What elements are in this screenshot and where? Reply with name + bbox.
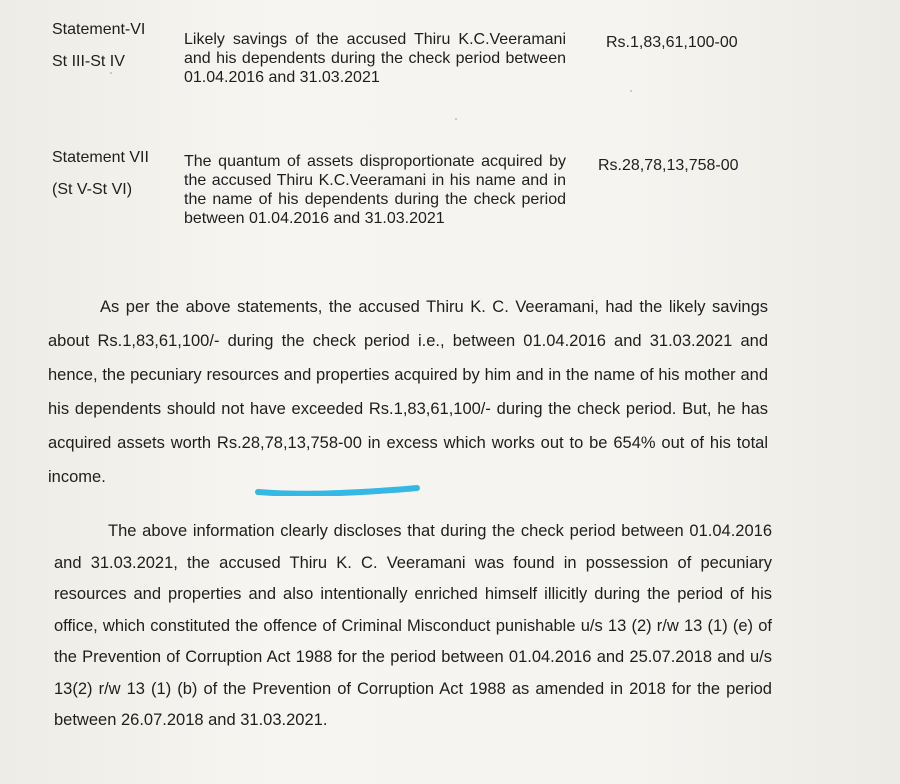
statement-vii-sublabel: (St V-St VI) [52, 181, 133, 198]
statement-vi-description: Likely savings of the accused Thiru K.C.Veeramani and his dependents during the check period between 01.04.2016 and 31.03.2021 [184, 31, 566, 86]
statement-vi-label: Statement-VI [52, 21, 146, 38]
scan-speck [110, 72, 112, 74]
paragraph-offence-conclusion: The above information clearly discloses that during the check period between 01.04.2016 and 31.03.2021, the accused Thiru K. C. Veeramani was found in possession of pecuniary resources and properties and also intentionally enriched himself illicitly during the period of his office, which constituted the offence of Criminal Misconduct punishable u/s 13 (2) r/w 13 (1) (e) of the Prevention of Corruption Act 1988 for the period between 01.04.2016 and 25.07.2018 and u/s 13(2) r/w 13 (1) (b) of the Prevention of Corruption Act 1988 as amended in 2018 for the period between 26.07.2018 and 31.03.2021. [54, 522, 772, 729]
scan-speck [455, 118, 457, 120]
highlight-stroke [255, 484, 420, 496]
statement-vii-label: Statement VII [52, 149, 149, 166]
statement-vii-amount: Rs.28,78,13,758-00 [598, 157, 739, 174]
statement-vii-description: The quantum of assets disproportionate acquired by the accused Thiru K.C.Veeramani in his name and in the name of his dependents during the check period between 01.04.2016 and 31.03.2021 [184, 153, 566, 227]
statement-vi-amount: Rs.1,83,61,100-00 [606, 34, 738, 51]
statement-vi-sublabel: St III-St IV [52, 53, 125, 70]
paragraph-savings-summary: As per the above statements, the accused Thiru K. C. Veeramani, had the likely savings about Rs.1,83,61,100/- during the check period i.e., between 01.04.2016 and 31.03.2021 and hence, the pecuniary resources and properties acquired by him and in the name of his mother and his dependents should not have exceeded Rs.1,83,61,100/- during the check period. But, he has acquired assets worth Rs.28,78,13,758-00 in excess which works out to be 654% out of his total income. [48, 298, 768, 486]
scan-speck [630, 90, 632, 92]
